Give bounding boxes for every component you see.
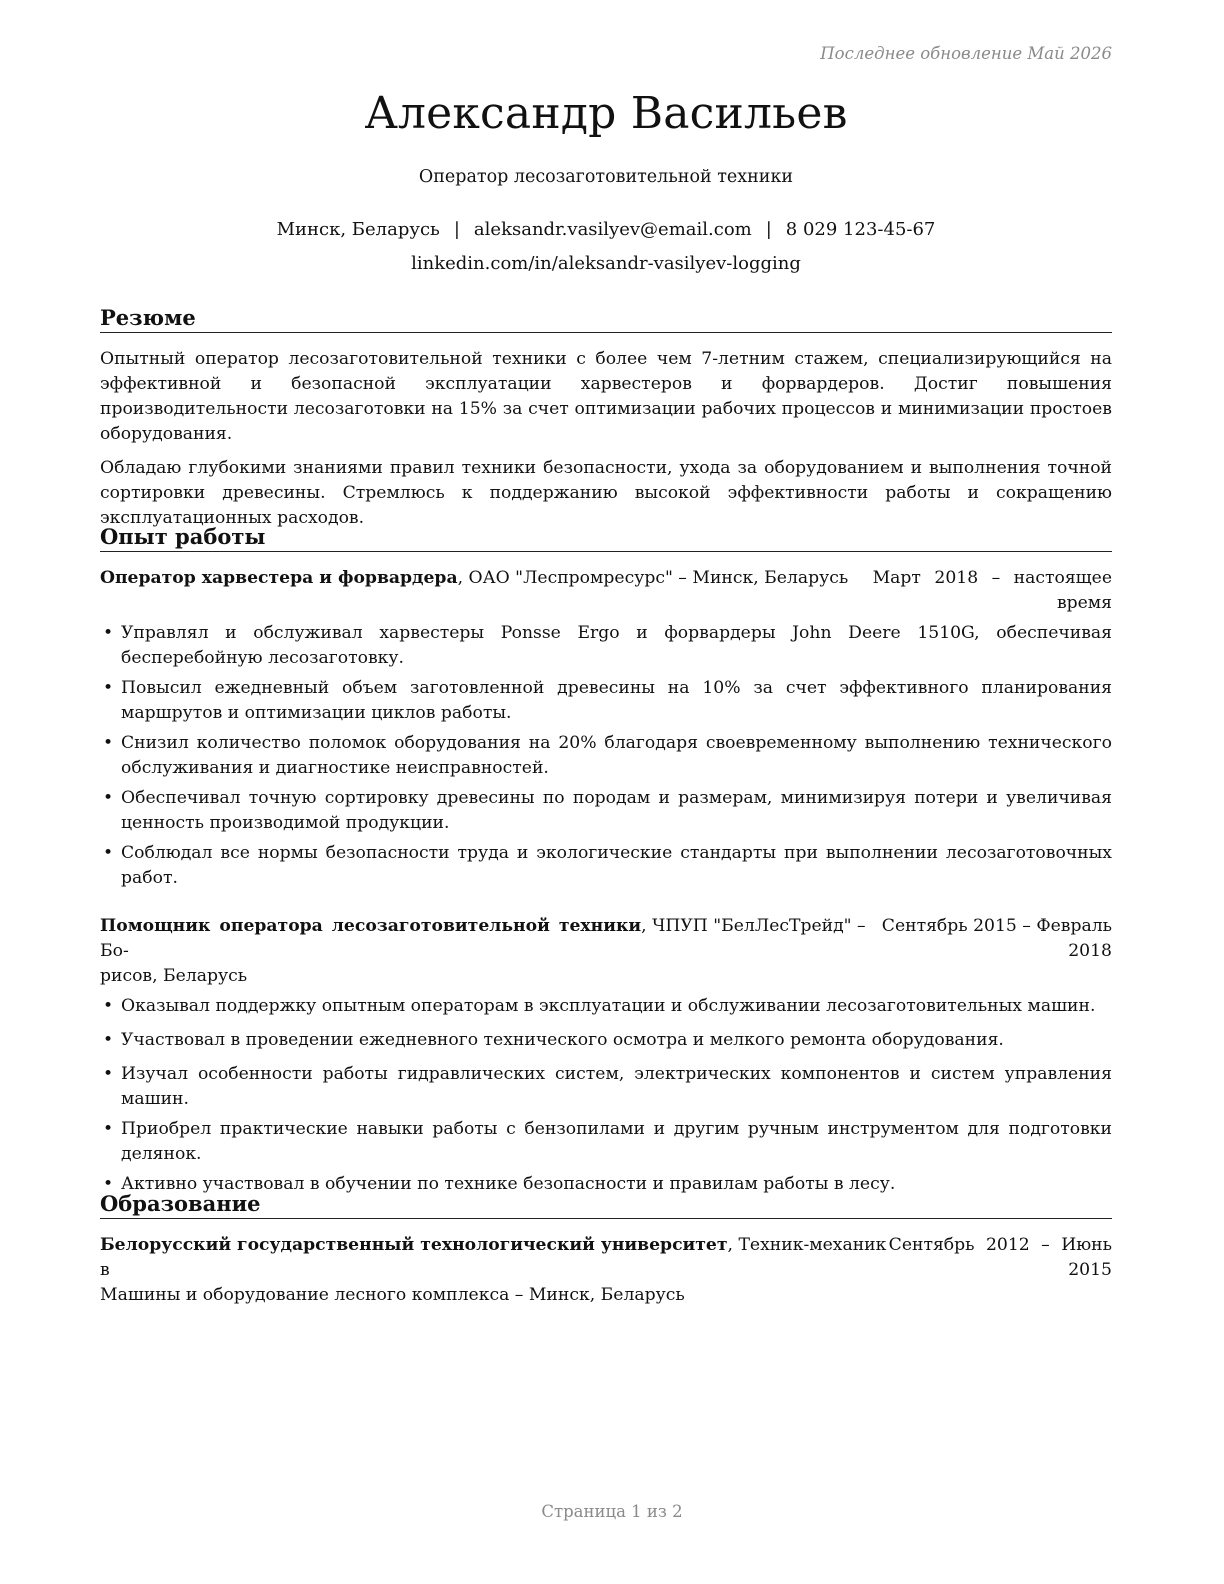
bullet-icon: • bbox=[103, 733, 114, 753]
contact-location: Минск, Беларусь bbox=[276, 219, 440, 240]
candidate-headline: Оператор лесозаготовительной техники bbox=[418, 167, 794, 187]
list-item: • Обеспечивал точную сортировку древесины по породам и размерам, минимизируя потери и увеличивая ценность производимой продукции. bbox=[103, 788, 1112, 833]
contact-email[interactable]: aleksandr.vasilyev@email.com bbox=[473, 219, 752, 240]
contact-line bbox=[100, 219, 1112, 240]
candidate-name: Александр Васильев bbox=[364, 88, 848, 139]
job-header bbox=[100, 566, 1112, 616]
job-role: Помощник оператора лесозаготовительной техники bbox=[100, 916, 642, 936]
summary-section bbox=[100, 305, 1112, 531]
linkedin-link[interactable]: linkedin.com/in/aleksandr-vasilyev-logging bbox=[411, 253, 801, 274]
bullet-icon: • bbox=[103, 996, 114, 1016]
last-updated-note: Последнее обновление Май 2026 bbox=[820, 44, 1112, 63]
education-entry: Белорусский государственный технологический университет, Техник-механик в Машины и оборудование лесного комплекса – Минск, Беларусь Сентябрь 2012 – Июнь 2015 bbox=[100, 1233, 1112, 1308]
contact-phone[interactable]: 8 029 123-45-67 bbox=[785, 219, 936, 240]
bullet-icon: • bbox=[103, 1119, 114, 1139]
list-item: • Приобрел практические навыки работы с бензопилами и другим ручным инструментом для подготовки делянок. bbox=[103, 1119, 1112, 1164]
job-company: , ЧПУП "БелЛесТрейд" – Бо- bbox=[100, 916, 866, 961]
contact-separator: | bbox=[453, 219, 460, 240]
bullet-icon: • bbox=[103, 1030, 114, 1050]
education-dates: Сентябрь 2012 – Июнь 2015 bbox=[888, 1235, 1112, 1280]
list-item: • Участвовал в проведении ежедневного технического осмотра и мелкого ремонта оборудования. bbox=[100, 1028, 1112, 1053]
contact-separator: | bbox=[765, 219, 772, 240]
bullet-icon: • bbox=[103, 843, 114, 863]
section-title-education: Образование bbox=[100, 1191, 1112, 1219]
education-degree: , Техник-механик в bbox=[100, 1235, 887, 1280]
job-company: , ОАО "Леспромресурс" – Минск, Беларусь bbox=[457, 568, 849, 588]
job-entry bbox=[100, 566, 1112, 891]
section-title-summary: Резюме bbox=[100, 305, 1112, 333]
job-bullets bbox=[100, 621, 1112, 891]
bullet-icon: • bbox=[103, 1064, 114, 1084]
job-dates: Март 2018 – настоящее время bbox=[872, 568, 1112, 613]
list-item: • Соблюдал все нормы безопасности труда и экологические стандарты при выполнении лесозаготовочных работ. bbox=[103, 843, 1112, 888]
list-item: • Повысил ежедневный объем заготовленной древесины на 10% за счет эффективного планирования маршрутов и оптимизации циклов работы. bbox=[103, 678, 1112, 723]
summary-paragraph: Обладаю глубокими знаниями правил техники безопасности, ухода за оборудованием и выполнения точной сортировки древесины. Стремлюсь к поддержанию высокой эффективности работы и сокращению эксплуатационных расходов. bbox=[100, 458, 1112, 528]
job-dates: Сентябрь 2015 – Февраль 2018 bbox=[881, 916, 1112, 961]
section-title-experience: Опыт работы bbox=[100, 524, 1112, 552]
experience-section bbox=[100, 524, 1112, 1197]
list-item: • Оказывал поддержку опытным операторам в эксплуатации и обслуживании лесозаготовительных машин. bbox=[100, 994, 1112, 1019]
education-institution: Белорусский государственный технологический университет bbox=[100, 1235, 728, 1255]
bullet-icon: • bbox=[103, 788, 114, 808]
job-entry bbox=[100, 914, 1112, 1197]
page-number: Страница 1 из 2 bbox=[541, 1502, 683, 1521]
bullet-icon: • bbox=[103, 678, 114, 698]
list-item: • Изучал особенности работы гидравлических систем, электрических компонентов и систем управления машин. bbox=[103, 1064, 1112, 1109]
bullet-icon: • bbox=[103, 1174, 114, 1194]
job-bullets bbox=[100, 994, 1112, 1197]
education-section bbox=[100, 1191, 1112, 1308]
job-role: Оператор харвестера и форвардера bbox=[100, 568, 458, 588]
list-item: • Снизил количество поломок оборудования на 20% благодаря своевременному выполнению технического обслуживания и диагностике неисправностей. bbox=[103, 733, 1112, 778]
summary-paragraph: Опытный оператор лесозаготовительной техники с более чем 7-летним стажем, специализирующийся на эффективной и безопасной эксплуатации харвестеров и форвардеров. Достиг повышения производительности лесозаготовки на 15% за счет оптимизации рабочих процессов и минимизации простоев оборудования. bbox=[100, 349, 1112, 444]
list-item: • Активно участвовал в обучении по технике безопасности и правилам работы в лесу. bbox=[100, 1172, 1112, 1197]
job-header: Помощник оператора лесозаготовительной техники, ЧПУП "БелЛесТрейд" – Бо- рисов, Беларусь Сентябрь 2015 – Февраль 2018 bbox=[100, 914, 1112, 989]
bullet-icon: • bbox=[103, 623, 114, 643]
list-item: • Управлял и обслуживал харвестеры Ponsse Ergo и форвардеры John Deere 1510G, обеспечивая бесперебойную лесозаготовку. bbox=[103, 623, 1112, 668]
